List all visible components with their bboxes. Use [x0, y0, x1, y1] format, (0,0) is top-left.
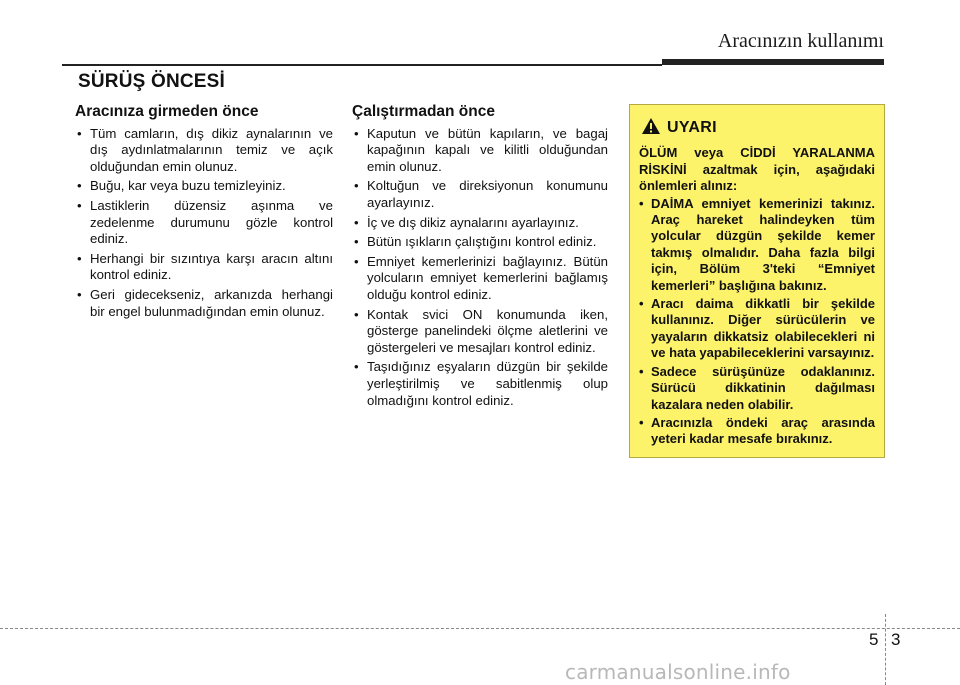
list-item: • Koltuğun ve direksiyonun konumunu ayarlayınız.: [352, 178, 608, 211]
header-rule: [62, 64, 662, 66]
chapter-number: 5: [869, 630, 879, 649]
warning-intro: ÖLÜM veya CİDDİ YARALANMA RİSKİNİ azaltmak için, aşağıdaki önlemleri alınız:: [639, 145, 875, 194]
warning-box: [629, 104, 885, 458]
before-starting-list: [352, 126, 608, 410]
warning-triangle-icon: [641, 117, 661, 139]
list-item: • Herhangi bir sızıntıya karşı aracın altını kontrol ediniz.: [75, 251, 333, 284]
before-starting-section: [352, 104, 608, 412]
header-rule-thick: [662, 59, 884, 65]
list-item: • Aracı daima dikkatli bir şekilde kullanınız. Diğer sürücülerin ve yayaların dikkatsiz olabilecekleri ni ve hata yapabileceklerini varsayınız.: [639, 296, 875, 362]
before-entering-section: [75, 104, 333, 323]
footer-divider: [885, 614, 886, 685]
list-item: • Sadece sürüşünüze odaklanınız. Sürücü dikkatinin dağılması kazalara neden olabilir.: [639, 364, 875, 413]
list-item: • Taşıdığınız eşyaların düzgün bir şekilde yerleştirilmiş ve sabitlenmiş olup olmadığını kontrol ediniz.: [352, 359, 608, 409]
section-title: SÜRÜŞ ÖNCESİ: [78, 71, 226, 92]
before-entering-list: [75, 126, 333, 321]
list-item: • İç ve dış dikiz aynalarını ayarlayınız.: [352, 215, 608, 232]
warning-header: [639, 117, 875, 139]
warning-list: [639, 196, 875, 448]
footer-rule: [0, 628, 960, 629]
list-item: • Kontak svici ON konumunda iken, gösterge panelindeki ölçme aletlerini ve göstergeleri ve mesajları kontrol ediniz.: [352, 307, 608, 357]
list-item: • Lastiklerin düzensiz aşınma ve zedelenme durumunu gözle kontrol ediniz.: [75, 198, 333, 248]
list-item: • Bütün ışıkların çalıştığını kontrol ediniz.: [352, 234, 608, 251]
list-item: • Kaputun ve bütün kapıların, ve bagaj kapağının kapalı ve kilitli olduğundan emin olunuz.: [352, 126, 608, 176]
warning-label: UYARI: [667, 119, 717, 136]
page-number: 3: [891, 630, 901, 649]
list-item: • Geri gidecekseniz, arkanızda herhangi bir engel bulunmadığından emin olunuz.: [75, 287, 333, 320]
before-starting-heading: Çalıştırmadan önce: [352, 103, 495, 120]
list-item: • DAİMA emniyet kemerinizi takınız. Araç hareket halindeyken tüm yolcular düzgün şekilde kemer takmış olmalıdır. Daha fazla bilgi için, Bölüm 3'teki “Emniyet kemerleri” başlığına bakınız.: [639, 196, 875, 294]
before-entering-heading: Aracınıza girmeden önce: [75, 103, 259, 120]
list-item: • Aracınızla öndeki araç arasında yeteri kadar mesafe bırakınız.: [639, 415, 875, 448]
list-item: • Buğu, kar veya buzu temizleyiniz.: [75, 178, 333, 195]
list-item: • Emniyet kemerlerinizi bağlayınız. Bütün yolcuların emniyet kemerlerini bağlamış olduğu kontrol ediniz.: [352, 254, 608, 304]
watermark: carmanualsonline.info: [565, 660, 791, 684]
chapter-title: Aracınızın kullanımı: [717, 30, 884, 52]
list-item: • Tüm camların, dış dikiz aynalarının ve dış aydınlatmalarının temiz ve açık olduğundan emin olunuz.: [75, 126, 333, 176]
